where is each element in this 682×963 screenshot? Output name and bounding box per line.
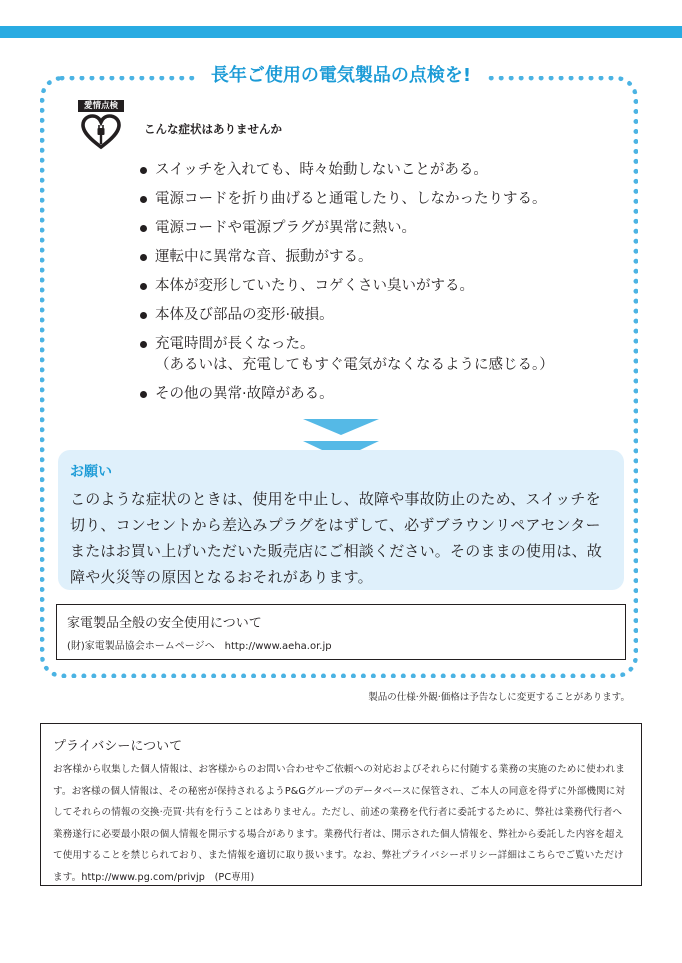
spec-change-note: 製品の仕様·外観·価格は予告なしに変更することがあります。 — [368, 692, 630, 703]
symptom-item-note: （あるいは、充電してもすぐ電気がなくなるように感じる。） — [155, 357, 554, 373]
safety-title: 家電製品全般の安全使用について — [67, 616, 262, 631]
badge-label: 愛情点検 — [78, 100, 124, 112]
symptom-item: 運転中に異常な音、振動がする。 — [138, 247, 554, 268]
section-title — [0, 62, 682, 90]
symptom-item: 本体及び部品の変形·破損。 — [138, 305, 554, 326]
symptom-item: 本体が変形していたり、コゲくさい臭いがする。 — [138, 276, 554, 297]
question-heading: こんな症状はありませんか — [144, 122, 282, 136]
symptom-list — [138, 160, 554, 405]
symptom-item: 電源コードを折り曲げると通電したり、しなかったりする。 — [138, 189, 554, 210]
notice-box — [58, 450, 624, 590]
top-color-bar — [0, 26, 682, 38]
symptom-item: スイッチを入れても、時々始動しないことがある。 — [138, 160, 554, 181]
symptom-item: 充電時間が長くなった。 （あるいは、充電してもすぐ電気がなくなるように感じる。） — [138, 334, 554, 376]
notice-body: このような症状のときは、使用を中止し、故障や事故防止のため、スイッチを切り、コンセントから差込みプラグをはずして、必ずブラウンリペアセンターまたはお買い上げいただいた販売店にご相談ください。そのままの使用は、故障や火災等の原因となるおそれがあります。 — [70, 490, 603, 586]
privacy-title: プライバシーについて — [53, 739, 183, 754]
notice-title: お願い — [70, 464, 112, 480]
safety-website-link[interactable]: (財)家電製品協会ホームページへ http://www.aeha.or.jp — [67, 641, 332, 652]
affection-check-badge — [78, 100, 124, 150]
symptom-item: その他の異常·故障がある。 — [138, 384, 554, 405]
privacy-box — [40, 723, 642, 886]
privacy-body: お客様から収集した個人情報は、お客様からのお問い合わせやご依頼への対応およびそれらに付随する業務の実施のために使われます。お客様の個人情報は、その秘密が保持されるようP&Gグループのデータベースに保管され、ご本人の同意を得ずに外部機関に対してそれらの情報の交換·売買·共有を行うことはありません。ただし、前述の業務を代行者に委託するために、弊社は業務代行者へ業務遂行に必要最小限の個人情報を開示する場合があります。業務代行者は、開示された個人情報を、弊社から委託した内容を超えて使用することを禁じられており、また情報を適切に取り扱います。なお、弊社プライバシーポリシー詳細はこちらでご覧いただけます。http://www.pg.com/privjp (PC専用) — [53, 764, 626, 883]
safety-link-box[interactable] — [56, 604, 626, 660]
heart-plug-icon — [80, 114, 122, 150]
symptom-item: 電源コードや電源プラグが異常に熱い。 — [138, 218, 554, 239]
section-title-text: 長年ご使用の電気製品の点検を! — [197, 65, 485, 86]
